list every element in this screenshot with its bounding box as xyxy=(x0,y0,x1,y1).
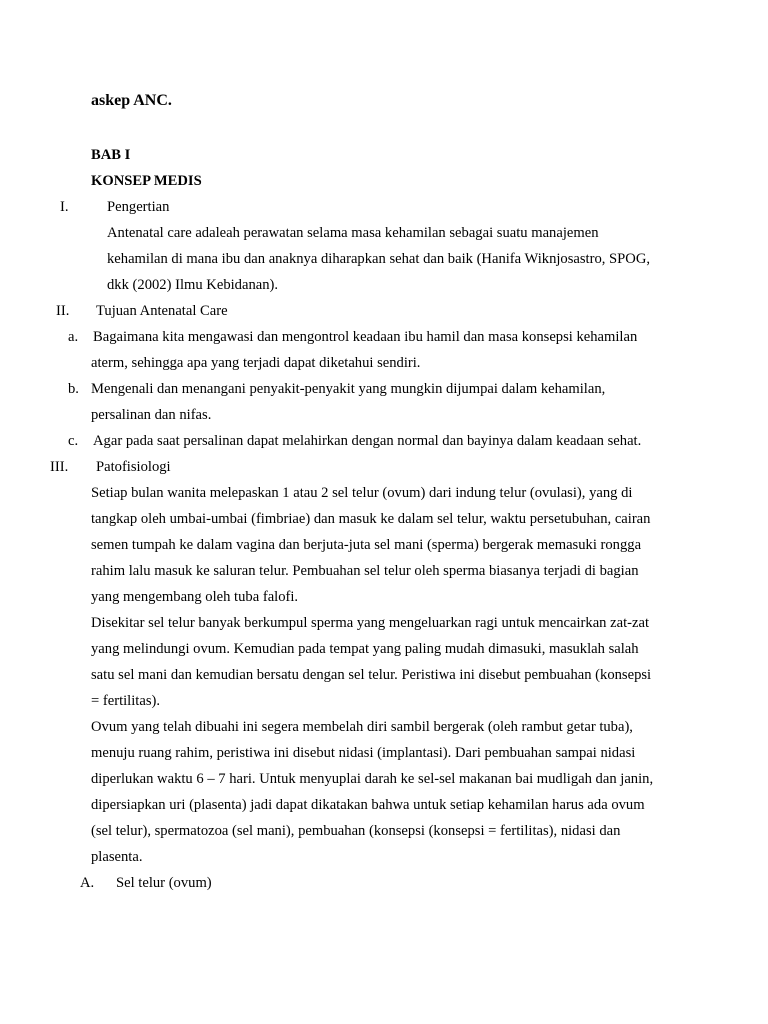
document-title: askep ANC. xyxy=(91,92,172,109)
paragraph-line: = fertilitas). xyxy=(91,693,161,709)
list-marker-b: b. xyxy=(68,381,79,397)
section-3-heading: Patofisiologi xyxy=(96,459,171,475)
paragraph-line: yang melindungi ovum. Kemudian pada tempat yang paling mudah dimasuki, masuklah salah xyxy=(91,641,639,657)
paragraph-line: Setiap bulan wanita melepaskan 1 atau 2 sel telur (ovum) dari indung telur (ovulasi), yang di xyxy=(91,485,633,501)
chapter-number: BAB I xyxy=(91,147,131,163)
section-1-line: dkk (2002) Ilmu Kebidanan). xyxy=(107,277,279,293)
chapter-title: KONSEP MEDIS xyxy=(91,173,202,189)
subsection-a-heading: Sel telur (ovum) xyxy=(116,875,212,891)
list-item-c-line: Agar pada saat persalinan dapat melahirkan dengan normal dan bayinya dalam keadaan sehat. xyxy=(93,433,642,449)
subsection-a-marker: A. xyxy=(80,875,95,891)
section-3-number: III. xyxy=(50,459,69,475)
list-item-a-line: aterm, sehingga apa yang terjadi dapat diketahui sendiri. xyxy=(91,355,421,371)
section-1-line: kehamilan di mana ibu dan anaknya diharapkan sehat dan baik (Hanifa Wiknjosastro, SPOG, xyxy=(107,251,651,267)
list-marker-c: c. xyxy=(68,433,79,449)
section-2-heading: Tujuan Antenatal Care xyxy=(96,303,228,319)
list-item-b-line: Mengenali dan menangani penyakit-penyakit yang mungkin dijumpai dalam kehamilan, xyxy=(91,381,606,397)
paragraph-line: rahim lalu masuk ke saluran telur. Pembuahan sel telur oleh sperma biasanya terjadi di bagian xyxy=(91,563,639,579)
paragraph-line: (sel telur), spermatozoa (sel mani), pembuahan (konsepsi (konsepsi = fertilitas), nidasi dan xyxy=(91,823,621,839)
paragraph-line: dipersiapkan uri (plasenta) jadi dapat dikatakan bahwa untuk setiap kehamilan harus ada ovum xyxy=(91,797,645,813)
paragraph-line: semen tumpah ke dalam vagina dan berjuta-juta sel mani (sperma) bergerak memasuki rongga xyxy=(91,537,642,553)
paragraph-line: Disekitar sel telur banyak berkumpul sperma yang mengeluarkan ragi untuk mencairkan zat-zat xyxy=(91,615,649,631)
section-1-number: I. xyxy=(60,199,69,215)
section-1-heading: Pengertian xyxy=(107,199,170,215)
paragraph-line: menuju ruang rahim, peristiwa ini disebut nidasi (implantasi). Dari pembuahan sampai nidasi xyxy=(91,745,636,761)
list-marker-a: a. xyxy=(68,329,79,345)
paragraph-line: tangkap oleh umbai-umbai (fimbriae) dan masuk ke dalam sel telur, waktu persetubuhan, cairan xyxy=(91,511,651,527)
list-item-a-line: Bagaimana kita mengawasi dan mengontrol keadaan ibu hamil dan masa konsepsi kehamilan xyxy=(93,329,638,345)
section-2-number: II. xyxy=(56,303,70,319)
paragraph-line: satu sel mani dan kemudian bersatu dengan sel telur. Peristiwa ini disebut pembuahan (konsepsi xyxy=(91,667,652,683)
paragraph-line: yang mengembang oleh tuba falofi. xyxy=(91,589,299,605)
paragraph-line: Ovum yang telah dibuahi ini segera membelah diri sambil bergerak (oleh rambut getar tuba), xyxy=(91,719,633,735)
list-item-b-line: persalinan dan nifas. xyxy=(91,407,212,423)
paragraph-line: plasenta. xyxy=(91,849,143,865)
section-1-line: Antenatal care adaleah perawatan selama masa kehamilan sebagai suatu manajemen xyxy=(107,225,599,241)
paragraph-line: diperlukan waktu 6 – 7 hari. Untuk menyuplai darah ke sel-sel makanan bai mudligah dan janin, xyxy=(91,771,654,787)
